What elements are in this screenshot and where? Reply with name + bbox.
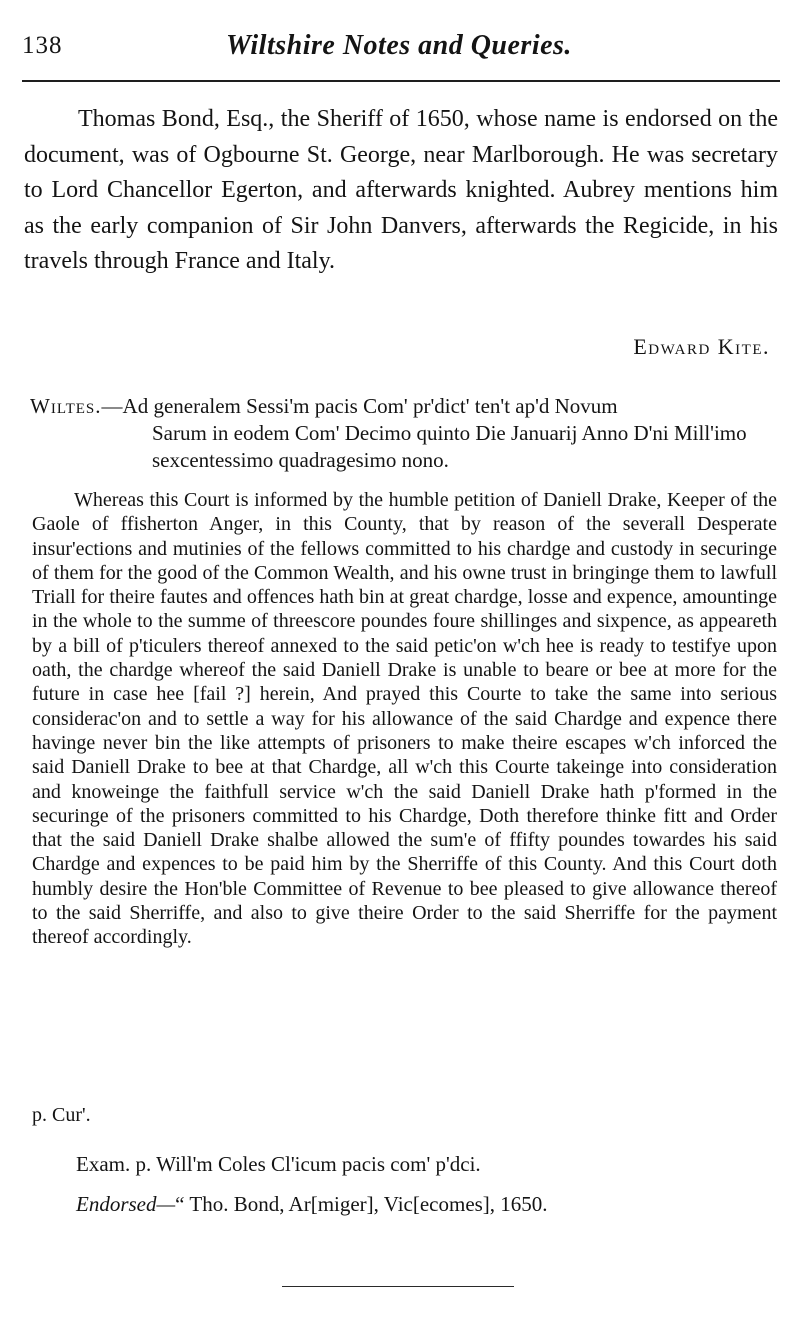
session-heading-first-line: —Ad generalem Sessi'm pacis Com' pr'dict' ten't ap'd Novum [101,394,618,418]
court-order-text: Whereas this Court is informed by the humble petition of Daniell Drake, Keeper of the Gaole of ffisherton Anger, in this County, that by reason of the severall Desperate insur'ections and mutinies of the fellows committed to his chardge and custody in securinge of them for the good of the Common Wealth, and his owne trust in bringinge them to lawfull Triall for theire fautes and offences hath bin at great chardge, losse and expence, amountinge in the whole to the summe of threescore poundes foure shillinges and sixpence, as appeareth by a bill of p'ticulers thereof annexed to the said petic'on w'ch hee is ready to testifye upon oath, the chardge whereof the said Daniell Drake is unable to beare or bee at more for the future in case hee [fail ?] herein, And prayed this Courte to take the same into serious considerac'on and to settle a way for his allowance of the said Chardge and expence there havinge never bin the like attempts of prisoners to make theire escapes w'ch inforced the said Daniell Drake to bee at that Chardge, all w'ch this Courte takeinge into consideration and knoweinge the faithfull service w'ch the said Daniell Drake hath p'formed in the securinge of the prisoners committed to his Chardge, Doth therefore thinke fitt and Order that the said Daniell Drake shalbe allowed the sum'e of ffifty poundes towardes his said Chardge and expences to be paid him by the Sherriffe of this County. And this Court doth humbly desire the Hon'ble Committee of Revenue to bee pleased to give allowance thereof to the said Sherriffe, and also to give theire Order to the said Sherriffe for the payment thereof accordingly. [32,489,777,949]
session-heading [30,393,782,474]
author-signature: Edward Kite. [633,334,770,359]
session-heading-continuation: Sarum in eodem Com' Decimo quinto Die Januarij Anno D'ni Mill'imo sexcentessimo quadragesimo nono. [152,421,747,472]
page-number: 138 [22,32,63,59]
endorsed-label: Endorsed— [76,1192,176,1216]
footer-divider [282,1286,514,1287]
per-curiam: p. Cur'. [32,1104,91,1126]
examined-line: Exam. p. Will'm Coles Cl'icum pacis com' p'dci. [76,1152,481,1176]
running-head [22,30,776,70]
endorsed-text: “ Tho. Bond, Ar[miger], Vic[ecomes], 1650. [175,1192,548,1216]
intro-paragraph: Thomas Bond, Esq., the Sheriff of 1650, whose name is endorsed on the document, was of Ogbourne St. George, near Marlborough. He was secretary to Lord Chancellor Egerton, and afterwards knighted. Aubrey mentions him as the early companion of Sir John Danvers, afterwards the Regicide, in his travels through France and Italy. [24,106,778,274]
journal-title: Wiltshire Notes and Queries. [226,30,572,61]
county-name: Wiltes. [30,394,102,418]
endorsement-line [76,1192,548,1217]
header-divider [22,80,780,82]
